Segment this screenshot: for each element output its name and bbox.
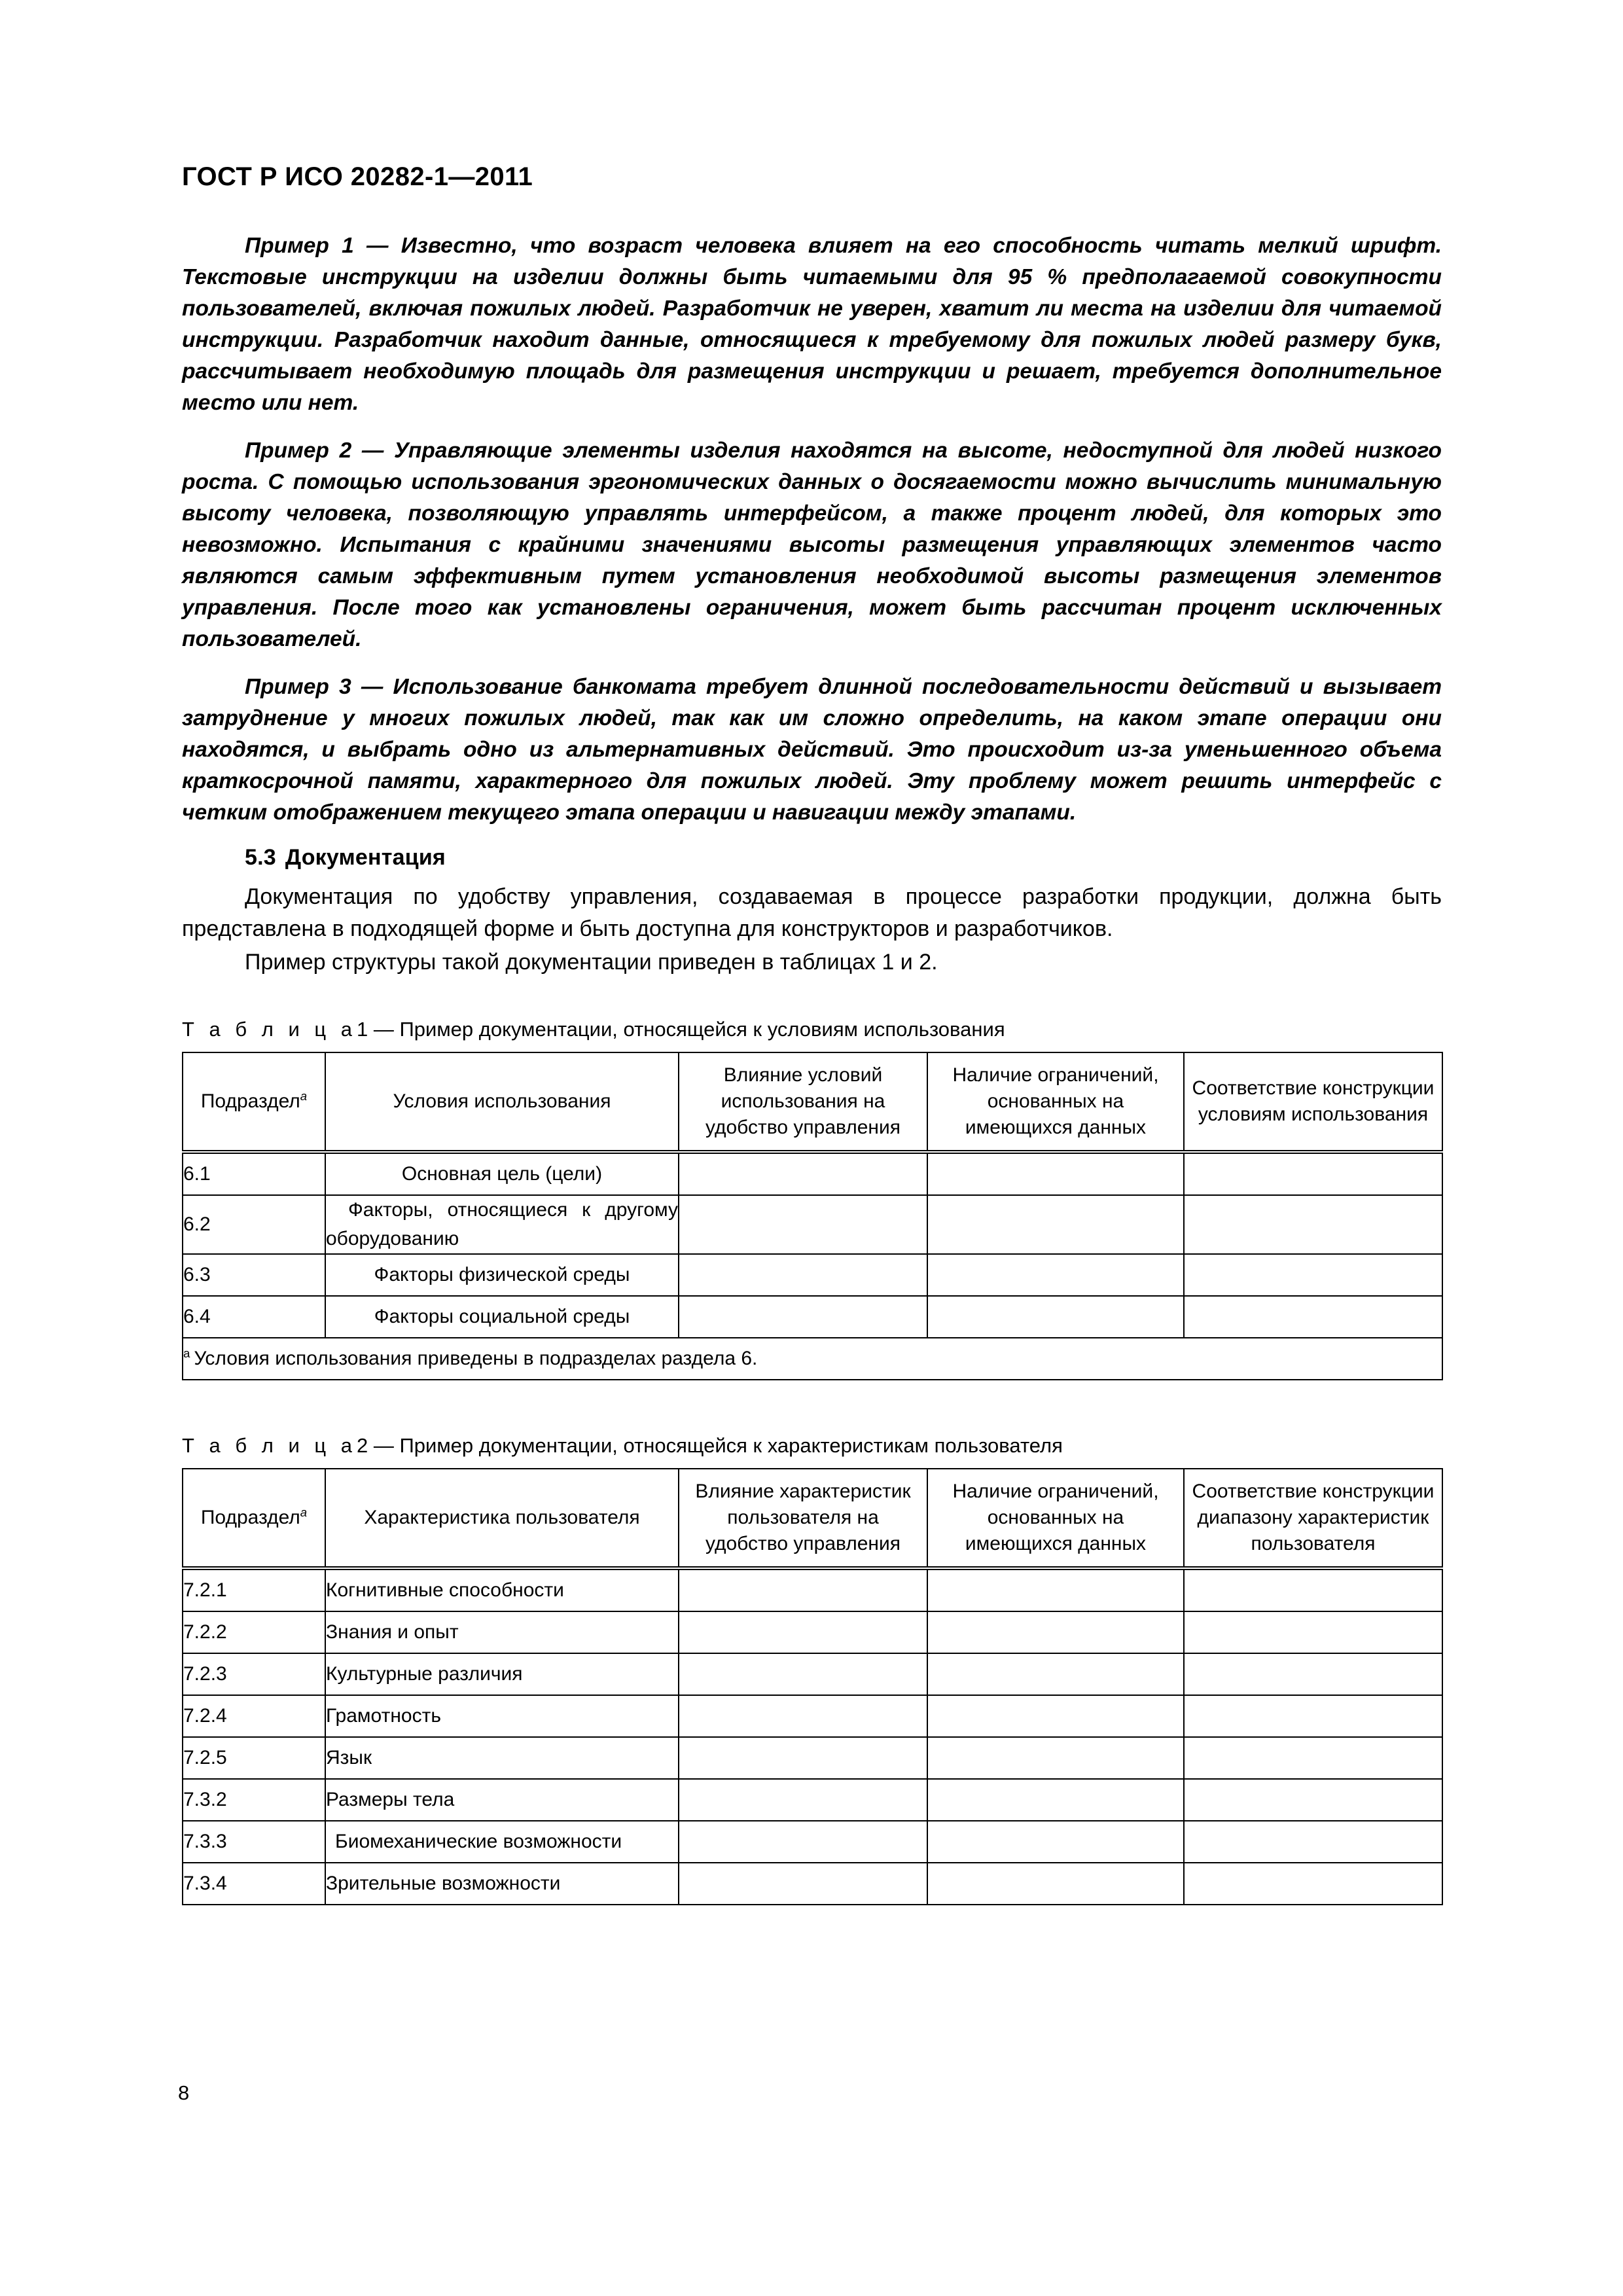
cell-usage-condition: Факторы физической среды — [325, 1254, 679, 1296]
table-2-col-conformity: Соответствие конструкции диапазону характеристик пользователя — [1184, 1469, 1442, 1568]
table-2-caption-label: Т а б л и ц а — [182, 1434, 357, 1457]
table-row — [183, 1568, 1442, 1611]
cell-conformity[interactable] — [1184, 1568, 1442, 1611]
cell-subsection-number: 7.2.4 — [183, 1695, 325, 1737]
cell-usage-condition: Факторы, относящиеся к другому оборудованию — [325, 1195, 679, 1254]
cell-influence[interactable] — [679, 1568, 927, 1611]
example-paragraph-2: Пример 2 — Управляющие элементы изделия находятся на высоте, недоступной для людей низкого роста. С помощью использования эргономических данных о досягаемости можно вычислить минимальную высоту человека, позволяющую управлять интерфейсом, а также процент людей, для которых это невозможно. Испытания с крайними значениями высоты размещения управляющих элементов часто являются самым эффективным путем установления необходимой высоты размещения элементов управления. После того как установлены ограничения, может быть рассчитан процент исключенных пользователей. — [182, 439, 1442, 651]
table-1-col-influence: Влияние условий использования на удобство управления — [679, 1052, 927, 1152]
table-row — [183, 1653, 1442, 1695]
table-2-col-limitations: Наличие ограничений, основанных на имеющихся данных — [927, 1469, 1184, 1568]
col-label: Подраздел — [200, 1090, 300, 1112]
table-2-col-influence: Влияние характеристик пользователя на удобство управления — [679, 1469, 927, 1568]
example-paragraph-1: Пример 1 — Известно, что возраст человека влияет на его способность читать мелкий шрифт. Текстовые инструкции на изделии должны быть читаемыми для 95 % предполагаемой совокупности пользователей, включая пожилых людей. Разработчик не уверен, хватит ли места на изделии для читаемой инструкции. Разработчик находит данные, относящиеся к требуемому для пожилых людей размеру букв, рассчитывает необходимую площадь для размещения инструкции и решает, требуется дополнительное место или нет. — [182, 234, 1442, 415]
col-label: Подраздел — [200, 1507, 300, 1528]
cell-conformity[interactable] — [1184, 1863, 1442, 1905]
cell-subsection-number: 7.2.3 — [183, 1653, 325, 1695]
cell-conformity[interactable] — [1184, 1152, 1442, 1195]
cell-conformity[interactable] — [1184, 1737, 1442, 1779]
cell-user-characteristic: Биомеханические возможности — [325, 1821, 679, 1863]
cell-usage-condition: Факторы социальной среды — [325, 1296, 679, 1338]
cell-influence[interactable] — [679, 1296, 927, 1338]
table-1-caption-number: 1 — [357, 1018, 368, 1041]
table-2-col-subsection — [183, 1469, 325, 1568]
table-1-body — [183, 1152, 1442, 1380]
cell-subsection-number: 7.3.2 — [183, 1779, 325, 1821]
cell-conformity[interactable] — [1184, 1653, 1442, 1695]
cell-limitations[interactable] — [927, 1779, 1184, 1821]
footnote-marker: a — [183, 1346, 190, 1360]
cell-subsection-number: 6.2 — [183, 1195, 325, 1254]
cell-subsection-number: 7.2.5 — [183, 1737, 325, 1779]
cell-influence[interactable] — [679, 1195, 927, 1254]
cell-influence[interactable] — [679, 1695, 927, 1737]
table-row — [183, 1611, 1442, 1653]
cell-conformity[interactable] — [1184, 1296, 1442, 1338]
table-row — [183, 1195, 1442, 1254]
cell-usage-condition: Основная цель (цели) — [325, 1152, 679, 1195]
cell-subsection-number: 7.2.1 — [183, 1568, 325, 1611]
table-2-col-user-characteristic: Характеристика пользователя — [325, 1469, 679, 1568]
table-1-caption — [182, 1016, 1442, 1043]
section-heading-5-3 — [245, 845, 1442, 870]
cell-subsection-number: 7.3.4 — [183, 1863, 325, 1905]
page-number: 8 — [178, 2081, 190, 2104]
cell-limitations[interactable] — [927, 1611, 1184, 1653]
cell-influence[interactable] — [679, 1737, 927, 1779]
table-1-col-conformity: Соответствие конструкции условиям использования — [1184, 1052, 1442, 1152]
table-row — [183, 1152, 1442, 1195]
table-1-col-limitations: Наличие ограничений, основанных на имеющихся данных — [927, 1052, 1184, 1152]
cell-limitations[interactable] — [927, 1653, 1184, 1695]
cell-user-characteristic: Зрительные возможности — [325, 1863, 679, 1905]
cell-user-characteristic: Культурные различия — [325, 1653, 679, 1695]
table-1-col-subsection — [183, 1052, 325, 1152]
cell-limitations[interactable] — [927, 1254, 1184, 1296]
table-row — [183, 1863, 1442, 1905]
cell-limitations[interactable] — [927, 1296, 1184, 1338]
cell-conformity[interactable] — [1184, 1695, 1442, 1737]
table-row — [183, 1254, 1442, 1296]
table-1-caption-text: — Пример документации, относящейся к условиям использования — [373, 1018, 1005, 1041]
cell-influence[interactable] — [679, 1863, 927, 1905]
cell-influence[interactable] — [679, 1653, 927, 1695]
section-paragraph-1: Документация по удобству управления, создаваемая в процессе разработки продукции, должна быть представлена в подходящей форме и быть доступна для конструкторов и разработчиков. — [182, 884, 1442, 941]
vertical-spacer — [182, 1459, 1442, 1468]
cell-influence[interactable] — [679, 1152, 927, 1195]
footnote-marker-superscript: a — [300, 1089, 308, 1103]
cell-user-characteristic: Когнитивные способности — [325, 1568, 679, 1611]
cell-conformity[interactable] — [1184, 1611, 1442, 1653]
table-1-header — [183, 1052, 1442, 1152]
cell-user-characteristic: Язык — [325, 1737, 679, 1779]
cell-limitations[interactable] — [927, 1195, 1184, 1254]
table-2-header — [183, 1469, 1442, 1568]
cell-conformity[interactable] — [1184, 1195, 1442, 1254]
table-user-characteristics — [182, 1468, 1443, 1905]
cell-limitations[interactable] — [927, 1152, 1184, 1195]
cell-conformity[interactable] — [1184, 1254, 1442, 1296]
table-usage-conditions — [182, 1052, 1443, 1380]
cell-subsection-number: 7.2.2 — [183, 1611, 325, 1653]
footnote-marker-superscript: a — [300, 1505, 308, 1519]
cell-influence[interactable] — [679, 1779, 927, 1821]
table-1-footnote — [183, 1338, 1442, 1380]
table-row — [183, 1779, 1442, 1821]
section-number: 5.3 — [245, 845, 276, 870]
cell-user-characteristic: Размеры тела — [325, 1779, 679, 1821]
table-2-body — [183, 1568, 1442, 1905]
cell-user-characteristic: Знания и опыт — [325, 1611, 679, 1653]
example-paragraph-3: Пример 3 — Использование банкомата требует длинной последовательности действий и вызывает затруднение у многих пожилых людей, так как им сложно определить, на каком этапе операции они находятся, и выбрать одно из альтернативных действий. Это происходит из-за уменьшенного объема краткосрочной памяти, характерного для пожилых людей. Эту проблему может решить интерфейс с четким отображением текущего этапа операции и навигации между этапами. — [182, 675, 1442, 825]
page-content — [182, 230, 1442, 1905]
cell-limitations[interactable] — [927, 1695, 1184, 1737]
table-row-header — [183, 1469, 1442, 1568]
vertical-spacer — [182, 978, 1442, 1016]
vertical-spacer — [182, 1380, 1442, 1433]
cell-influence[interactable] — [679, 1821, 927, 1863]
cell-subsection-number: 6.3 — [183, 1254, 325, 1296]
table-2-caption-text: — Пример документации, относящейся к характеристикам пользователя — [373, 1434, 1063, 1457]
section-title: Документация — [285, 845, 446, 870]
table-2-caption-number: 2 — [357, 1434, 368, 1457]
cell-conformity[interactable] — [1184, 1821, 1442, 1863]
table-footnote-row — [183, 1338, 1442, 1380]
running-header-standard-number: ГОСТ Р ИСО 20282-1—2011 — [182, 162, 533, 191]
section-paragraph-2: Пример структуры такой документации приведен в таблицах 1 и 2. — [245, 950, 938, 975]
table-row — [183, 1695, 1442, 1737]
cell-subsection-number: 7.3.3 — [183, 1821, 325, 1863]
table-row-header — [183, 1052, 1442, 1152]
footnote-text: Условия использования приведены в подразделах раздела 6. — [194, 1348, 758, 1369]
cell-limitations[interactable] — [927, 1737, 1184, 1779]
table-2-caption — [182, 1433, 1442, 1459]
cell-influence[interactable] — [679, 1611, 927, 1653]
cell-conformity[interactable] — [1184, 1779, 1442, 1821]
vertical-spacer — [182, 1043, 1442, 1052]
cell-user-characteristic: Грамотность — [325, 1695, 679, 1737]
table-1-col-usage-conditions: Условия использования — [325, 1052, 679, 1152]
cell-limitations[interactable] — [927, 1568, 1184, 1611]
cell-limitations[interactable] — [927, 1863, 1184, 1905]
table-row — [183, 1737, 1442, 1779]
table-row — [183, 1296, 1442, 1338]
cell-subsection-number: 6.1 — [183, 1152, 325, 1195]
cell-limitations[interactable] — [927, 1821, 1184, 1863]
table-1-caption-label: Т а б л и ц а — [182, 1018, 357, 1041]
table-row — [183, 1821, 1442, 1863]
cell-influence[interactable] — [679, 1254, 927, 1296]
cell-subsection-number: 6.4 — [183, 1296, 325, 1338]
